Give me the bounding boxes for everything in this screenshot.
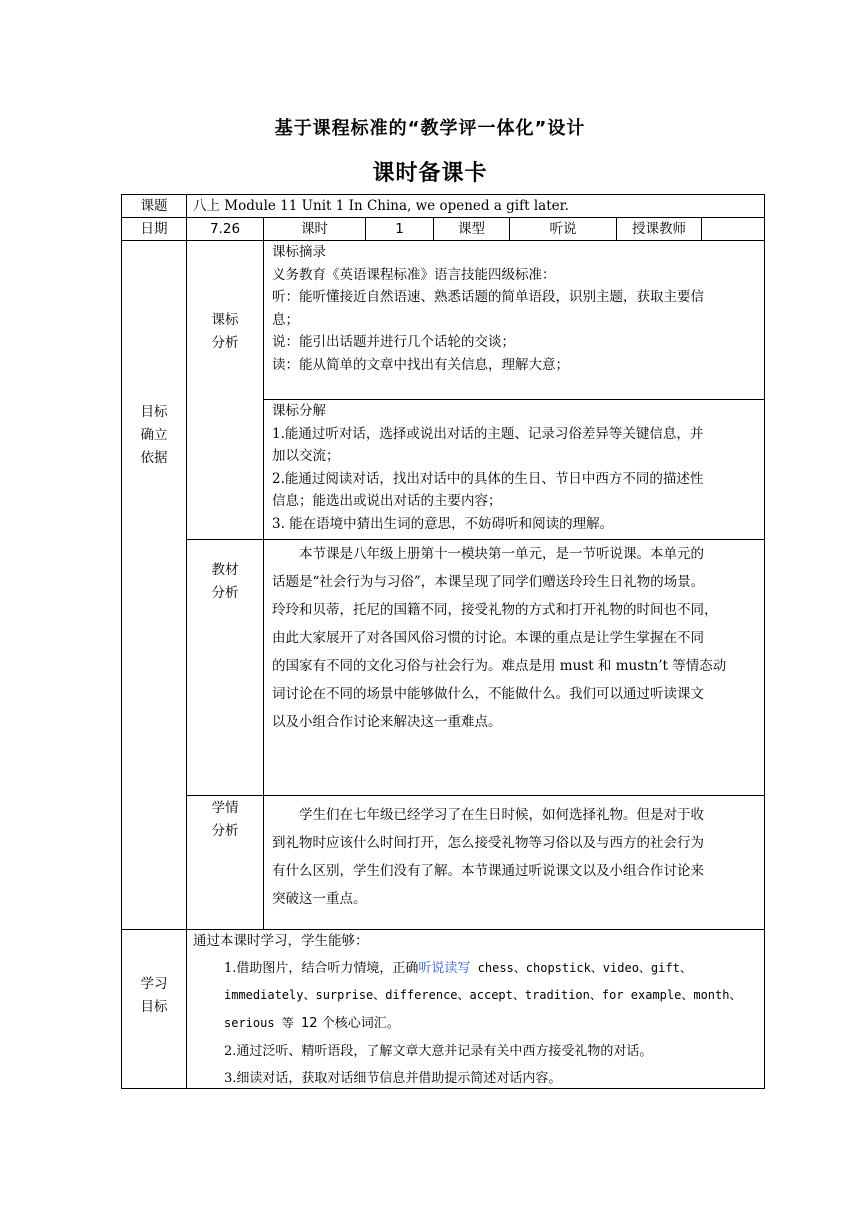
objective-item-1-line-1 — [224, 955, 692, 982]
objectives-label-line: 学习 — [140, 976, 168, 992]
learner-analysis-text — [272, 801, 704, 913]
period-label: 课时 — [301, 221, 328, 237]
learner-line: 突破这一重点。 — [272, 891, 367, 907]
period-value: 1 — [395, 221, 404, 237]
excerpt-line: 息； — [272, 311, 299, 328]
teacher-label: 授课教师 — [632, 221, 686, 237]
table-border-left — [121, 194, 122, 1089]
textbook-analysis-label-line: 教材 — [211, 562, 239, 578]
excerpt-title: 课标摘录 — [272, 244, 326, 260]
learner-analysis-label-line: 学情 — [211, 800, 239, 816]
excerpt-line: 义务教育《英语课程标准》语言技能四级标准： — [272, 266, 556, 283]
textbook-line: 本节课是八年级上册第十一模块第一单元，是一节听说课。本单元的 — [299, 546, 704, 562]
objectives-label-line: 目标 — [140, 999, 168, 1015]
table-rule — [701, 217, 702, 241]
objective-item-2: 2.通过泛听、精听语段，了解文章大意并记录有关中西方接受礼物的对话。 — [224, 1044, 653, 1059]
breakdown-line: 1.能通过听对话，选择或说出对话的主题、记录习俗差异等关键信息，并 — [272, 425, 704, 442]
textbook-analysis-label-line: 分析 — [211, 585, 239, 601]
objectives-label — [122, 973, 186, 1019]
table-rule — [263, 217, 264, 929]
excerpt-line: 听：能听懂接近自然语速、熟悉话题的简单语段，识别主题，获取主要信 — [272, 289, 704, 306]
document-subtitle: 课时备课卡 — [372, 161, 488, 186]
table-border-right — [764, 194, 765, 1089]
textbook-analysis-label — [187, 559, 263, 605]
standard-analysis-label-line: 课标 — [211, 312, 239, 328]
objective-item-1-line-2: immediately、surprise、difference、accept、tradition、for example、month、 — [224, 988, 742, 1002]
lesson-type-label: 课型 — [458, 221, 485, 237]
textbook-line: 话题是“社会行为与习俗”，本课呈现了同学们赠送玲玲生日礼物的场景。 — [272, 574, 705, 590]
basis-label-line: 依据 — [140, 450, 168, 466]
standard-breakdown — [272, 400, 703, 536]
textbook-analysis-text — [272, 540, 726, 736]
textbook-line: 以及小组合作讨论来解决这一重难点。 — [272, 714, 502, 730]
textbook-line: 词讨论在不同的场景中能够做什么，不能做什么。我们可以通过听读课文 — [272, 686, 704, 702]
excerpt-line: 说：能引出话题并进行几个话轮的交谈； — [272, 334, 515, 351]
learner-analysis-label — [187, 797, 263, 843]
document-title: 基于课程标准的“教学评一体化”设计 — [274, 118, 586, 139]
basis-label-line: 确立 — [140, 427, 168, 443]
basis-label — [122, 401, 186, 470]
lesson-type-value: 听说 — [549, 221, 577, 237]
basis-label-line: 目标 — [140, 404, 168, 420]
breakdown-line: 3. 能在语境中猜出生词的意思，不妨碍听和阅读的理解。 — [272, 515, 614, 532]
textbook-line: 的国家有不同的文化习俗与社会行为。难点是用 must 和 mustn’t 等情态动 — [272, 658, 727, 674]
standard-excerpt — [272, 241, 704, 377]
table-rule — [186, 795, 765, 796]
breakdown-title: 课标分解 — [272, 403, 326, 419]
standard-analysis-label-line: 分析 — [211, 335, 239, 351]
learner-line: 学生们在七年级已经学习了在生日时候，如何选择礼物。但是对于收 — [299, 807, 704, 823]
topic-value: 八上 Module 11 Unit 1 In China, we opened a gift later. — [193, 198, 569, 214]
topic-label: 课题 — [140, 198, 168, 214]
objective-1-serious: serious 等 — [224, 1016, 302, 1030]
standard-analysis-label — [187, 309, 263, 355]
date-label: 日期 — [140, 221, 168, 237]
objective-1-prefix: 1.借助图片，结合听力情境，正确 — [224, 961, 419, 976]
learner-line: 到礼物时应该什么时间打开，怎么接受礼物等习俗以及与西方的社会行为 — [272, 835, 704, 851]
objective-1-count: 12 — [301, 1016, 318, 1031]
breakdown-line: 加以交流； — [272, 448, 340, 465]
learner-line: 有什么区别，学生们没有了解。本节课通过听说课文以及小组合作讨论来 — [272, 863, 704, 879]
objective-item-1-line-3 — [224, 1010, 400, 1037]
objective-1-suffix: 个核心词汇。 — [317, 1016, 400, 1031]
objective-1-highlight: 听说读写 — [418, 961, 471, 976]
objective-1-words: chess、chopstick、video、gift、 — [470, 961, 692, 975]
objective-item-3: 3.细读对话，获取对话细节信息并借助提示简述对话内容。 — [224, 1071, 562, 1086]
breakdown-line: 2.能通过阅读对话，找出对话中的具体的生日、节日中西方不同的描述性 — [272, 470, 704, 487]
excerpt-line: 读：能从简单的文章中找出有关信息，理解大意； — [272, 356, 569, 373]
textbook-line: 玲玲和贝蒂，托尼的国籍不同，接受礼物的方式和打开礼物的时间也不同， — [272, 602, 718, 618]
breakdown-line: 信息；能选出或说出对话的主要内容； — [272, 493, 502, 510]
learner-analysis-label-line: 分析 — [211, 823, 239, 839]
date-value: 7.26 — [209, 221, 241, 237]
textbook-line: 由此大家展开了对各国风俗习惯的讨论。本课的重点是让学生掌握在不同 — [272, 630, 704, 646]
objectives-intro: 通过本课时学习，学生能够： — [193, 933, 369, 949]
